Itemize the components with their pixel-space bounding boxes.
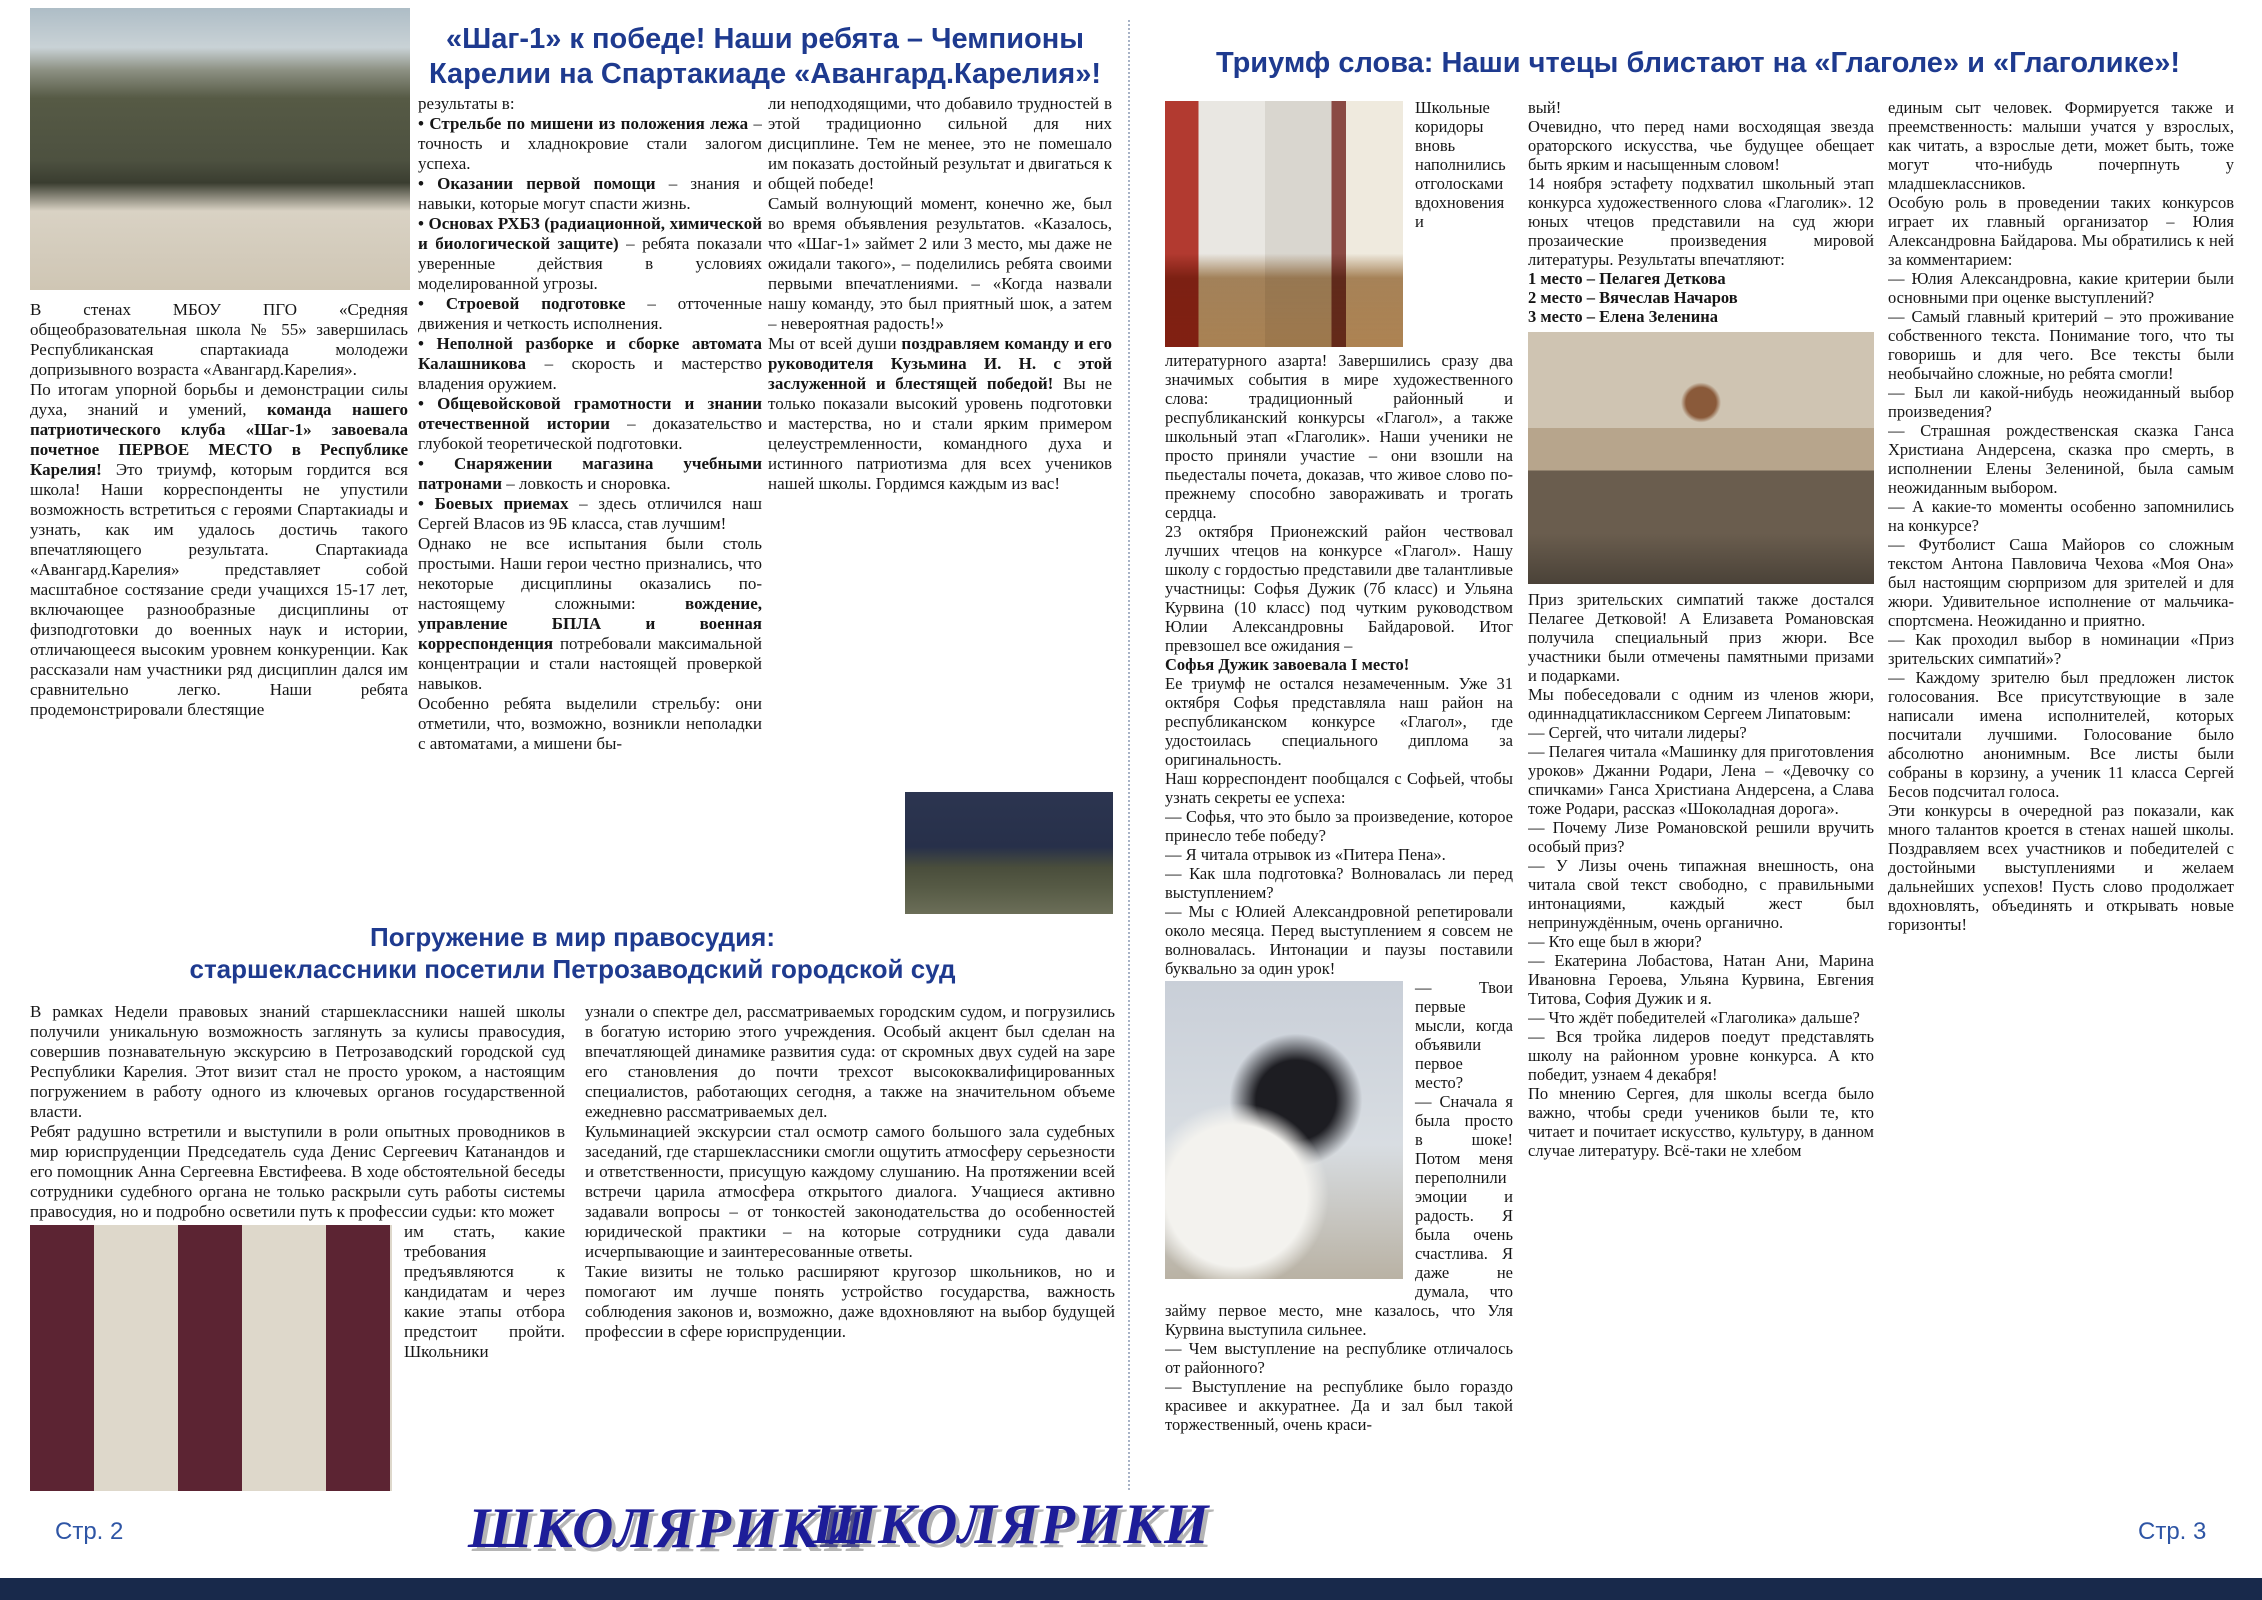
schoolyariki-logo-left: ШКОЛЯРИКИ <box>468 1497 867 1560</box>
paragraph: Наш корреспондент пообщался с Софьей, чтобы узнать секреты ее успеха: <box>1165 769 1513 807</box>
paragraph: — А какие-то моменты особенно запомнились на конкурсе? <box>1888 497 2234 535</box>
paragraph: • Неполной разборке и сборке автомата Калашникова – скорость и мастерство владения оружием. <box>418 334 762 393</box>
paragraph: — Страшная рождественская сказка Ганса Христиана Андерсена, сказка про смерть, в исполнении Елены Зелениной, была самым неожиданным выбором. <box>1888 421 2234 497</box>
paragraph: результаты в: <box>418 94 515 113</box>
article3-column-2 <box>1528 98 1874 1160</box>
paragraph: Самый волнующий момент, конечно же, был во время объявления результатов. «Казалось, что «Шаг-1» займет 2 или 3 место, мы даже не ожидали такого», – поделились ребята своими первыми впечатлениями. – «Когда назвали нашу команду, это был приятный шок, а затем – невероятная радость!» <box>768 194 1112 333</box>
article1-title: «Шаг-1» к победе! Наши ребята – Чемпионы Карелии на Спартакиаде «Авангард.Карелия»! <box>429 23 1101 91</box>
article1-column-3 <box>768 94 1112 494</box>
schoolyariki-logo-right: ШКОЛЯРИКИ <box>812 1493 1211 1556</box>
article2-title-line2: старшеклассники посетили Петрозаводский городской суд <box>189 953 956 984</box>
article1-column-1 <box>30 300 408 720</box>
paragraph: Особенно ребята выделили стрельбу: они отметили, что, возможно, возникли неполадки с автоматами, а мишени бы- <box>418 694 762 753</box>
paragraph: — Футболист Саша Майоров со сложным текстом Антона Павловича Чехова «Моя Она» был настоящим сюрпризом для зрителей и для жюри. Удивительное исполнение от мальчика-спортсмена. Неожиданно и приятно. <box>1888 535 2234 630</box>
article2-column-left-wrap <box>30 1222 565 1362</box>
paragraph: — Я читала отрывок из «Питера Пена». <box>1165 845 1446 864</box>
paragraph: Мы побеседовали с одним из членов жюри, одиннадцатиклассником Сергеем Липатовым: <box>1528 685 1874 723</box>
paragraph: — Как шла подготовка? Волновалась ли перед выступлением? <box>1165 864 1513 902</box>
paragraph: Мы от всей души поздравляем команду и его руководителя Кузьмина И. Н. с этой заслуженной и блестящей победой! Вы не только показали высокий уровень подготовки и мастерства, но и стали ярким примером целеустремленности, командного духа и истинного патриотизма для всех учеников нашей школы. Гордимся каждым из вас! <box>768 334 1112 493</box>
paragraph: — Екатерина Лобастова, Натан Ани, Марина Ивановна Героева, Ульяна Курвина, Евгения Титова, София Дужик и я. <box>1528 951 1874 1008</box>
paragraph: 2 место – Вячеслав Начаров <box>1528 288 1738 307</box>
paragraph: Такие визиты не только расширяют кругозор школьников, но и помогают им лучше понять устройство государства, важность соблюдения законов и, возможно, даже вдохновляют на выбор будущей профессии в сфере юриспруденции. <box>585 1262 1115 1341</box>
paragraph: • Общевойсковой грамотности и знании отечественной истории – доказательство глубокой теоретической подготовки. <box>418 394 762 453</box>
article2-column-left <box>30 1002 565 1495</box>
paragraph: — Кто еще был в жюри? <box>1528 932 1702 951</box>
paragraph: им стать, какие требования предъявляются к кандидатам и через какие этапы отбора предстоит пройти. Школьники <box>404 1222 565 1361</box>
paragraph: — Твои первые мысли, когда объявили первое место? <box>1415 978 1513 1092</box>
article1-column-2 <box>418 94 762 754</box>
paragraph: ли неподходящими, что добавило трудностей в этой традиционно сильной для них дисциплине. Тем не менее, это не помешало им показать достойный результат и двигаться к общей победе! <box>768 94 1112 193</box>
article3-column-2-top <box>1528 98 1874 326</box>
paragraph: — Был ли какой-нибудь неожиданный выбор произведения? <box>1888 383 2234 421</box>
paragraph: • Боевых приемах – здесь отличился наш Сергей Власов из 9Б класса, став лучшим! <box>418 494 762 533</box>
paragraph: • Снаряжении магазина учебными патронами – ловкость и сноровка. <box>418 454 762 493</box>
paragraph: 14 ноября эстафету подхватил школьный этап конкурса художественного слова «Глаголик». 12 юных чтецов представили на суд жюри прозаические произведения мировой литературы. Результаты впечатляют: <box>1528 174 1874 269</box>
paragraph: Ее триумф не остался незамеченным. Уже 31 октября Софья представляла наш район на республиканском конкурсе «Глагол», где удостоилась специального диплома за оригинальность. <box>1165 674 1513 769</box>
paragraph: Софья Дужик завоевала I место! <box>1165 655 1410 674</box>
paragraph: Ребят радушно встретили и выступили в роли опытных проводников в мир юриспруденции Председатель суда Денис Сергеевич Катанандов и его помощник Анна Сергеевна Евстифеева. В ходе обстоятельной беседы сотрудники судебного органа не только раскрыли суть работы системы правосудия, но и подробно осветили путь к профессии судьи: кто может <box>30 1122 565 1221</box>
paragraph: Особую роль в проведении таких конкурсов играет их главный организатор – Юлия Александровна Байдарова. Мы обратились к ней за комментарием: <box>1888 193 2234 269</box>
paragraph: — Выступление на республике было гораздо красивее и аккуратнее. Да и зал был такой торжественный, очень краси- <box>1165 1377 1513 1434</box>
paragraph: Очевидно, что перед нами восходящая звезда ораторского искусства, чье будущее обещает быть ярким и насыщенным словом! <box>1528 117 1874 174</box>
article3-column-2-bottom <box>1528 590 1874 1160</box>
paragraph: — Что ждёт победителей «Глаголика» дальше? <box>1528 1008 1860 1027</box>
paragraph: — Юлия Александровна, какие критерии были основными при оценке выступлений? <box>1888 269 2234 307</box>
court-hall-photo <box>30 1225 392 1491</box>
glagol-stage-photo <box>1165 101 1403 347</box>
paragraph: • Оказании первой помощи – знания и навыки, которые могут спасти жизнь. <box>418 174 762 213</box>
sofia-flowers-photo <box>1165 981 1403 1279</box>
glagolik-kids-photo <box>1528 332 1874 584</box>
paragraph: — Сергей, что читали лидеры? <box>1528 723 1747 742</box>
soldiers-stage-photo <box>905 792 1113 914</box>
paragraph: 3 место – Елена Зеленина <box>1528 307 1718 326</box>
article3-column-3 <box>1888 98 2234 934</box>
paragraph: единым сыт человек. Формируется также и преемственность: малыши учатся у взрослых, как читать, а взрослые дети, может быть, тоже могут что-нибудь почерпнуть у младшеклассников. <box>1888 98 2234 193</box>
article3-column-1-bottom <box>1165 978 1513 1434</box>
article2-column-right <box>585 1002 1115 1342</box>
article3-column-1-top <box>1165 98 1513 978</box>
paragraph: В рамках Недели правовых знаний старшеклассники нашей школы получили уникальную возможность заглянуть за кулисы правосудия, совершив познавательную экскурсию в Петрозаводский городской суд Республики Карелия. Этот визит стал не просто уроком, а настоящим погружением в работу одного из ключевых органов государственной власти. <box>30 1002 565 1121</box>
paragraph: — Сначала я была просто в шоке! Потом меня переполнили эмоции и радость. Я была очень счастлива. Я даже не думала, что займу первое место, мне казалось, что Уля Курвина выступила сильнее. <box>1165 1092 1513 1339</box>
paragraph: — Мы с Юлией Александровной репетировали около месяца. Перед выступлением я совсем не волновалась. Интонации и паузы поставили буквально за один урок! <box>1165 902 1513 978</box>
paragraph: — Вся тройка лидеров поедут представлять школу на районном уровне конкурса. А кто победит, узнаем 4 декабря! <box>1528 1027 1874 1084</box>
paragraph: Однако не все испытания были столь простыми. Наши герои честно признались, что некоторые дисциплины оказались по-настоящему сложными: вождение, управление БПЛА и военная корреспонденция потребовали максимальной концентрации и стали настоящей проверкой навыков. <box>418 534 762 693</box>
article3-column-1 <box>1165 98 1513 1434</box>
paragraph: 23 октября Прионежский район чествовал лучших чтецов на конкурсе «Глагол». Нашу школу с гордостью представили две талантливые участницы: Софья Дужик (7б класс) и Ульяна Курвина (10 класс) под чутким руководством Юлии Александровны Байдаровой. Итог превзошел все ожидания – <box>1165 522 1513 655</box>
paragraph: 1 место – Пелагея Деткова <box>1528 269 1726 288</box>
paragraph: Приз зрительских симпатий также достался Пелагее Детковой! А Елизавета Романовская получила специальный приз жюри. Все участники были отмечены памятными призами и подарками. <box>1528 590 1874 685</box>
paragraph: Кульминацией экскурсии стал осмотр самого большого зала судебных заседаний, где старшеклассники смогли ощутить атмосферу серьезности и ответственности, присущую каждому слушанию. На протяжении всей встречи царила атмосфера открытого диалога. Учащиеся активно задавали вопросы – от тонкостей законодательства до особенностей юридической практики – на которые сотрудники суда давали исчерпывающие и заинтересованные ответы. <box>585 1122 1115 1261</box>
page-fold-divider <box>1128 20 1130 1490</box>
paragraph: По итогам упорной борьбы и демонстрации силы духа, знаний и умений, команда нашего патриотического клуба «Шаг-1» завоевала почетное ПЕРВОЕ МЕСТО в Республике Карелия! Это триумф, которым гордится вся школа! Наши корреспонденты не упустили возможность встретиться с героями Спартакиады и узнать, как им удалось достичь такого впечатляющего результата. Спартакиада «Авангард.Карелия» представляет собой масштабное состязание среди учащихся 15-17 лет, включающее разнообразные дисциплины от физподготовки до военных наук и истории, отличающееся высоким уровнем конкуренции. Как рассказали нам участники ряд дисциплин дался им сравнительно легко. Наши ребята продемонстрировали блестящие <box>30 380 408 719</box>
footer-bar <box>0 1578 2262 1600</box>
article2-title <box>30 922 1115 985</box>
paragraph: — Каждому зрителю был предложен листок голосования. Все присутствующие в зале написали имена исполнителей, которых посчитали лучшими. Голосование было абсолютно анонимным. Все листы были собраны в корзину, а ученик 11 класса Сергей Бесов подсчитал голоса. <box>1888 668 2234 801</box>
page2-label: Стр. 2 <box>55 1518 124 1545</box>
article3-title: Триумф слова: Наши чтецы блистают на «Глаголе» и «Глаголике»! <box>1215 47 2181 79</box>
paragraph: — Как проходил выбор в номинации «Приз зрительских симпатий»? <box>1888 630 2234 668</box>
article2-column-left-start <box>30 1002 565 1222</box>
paragraph: узнали о спектре дел, рассматриваемых городским судом, и погрузились в богатую историю этого учреждения. Особый акцент был сделан на впечатляющей динамике развития суда: от скромных двух судей на заре его становления до почти трехсот высококвалифицированных специалистов, работающих сегодня, а также на значительном объеме ежедневно рассматриваемых дел. <box>585 1002 1115 1121</box>
paragraph: вый! <box>1528 98 1562 117</box>
paragraph: • Стрельбе по мишени из положения лежа – точность и хладнокровие стали залогом успеха. <box>418 114 762 173</box>
paragraph: • Строевой подготовке – отточенные движения и четкость исполнения. <box>418 294 762 333</box>
paragraph: — Софья, что это было за произведение, которое принесло тебе победу? <box>1165 807 1513 845</box>
paragraph: По мнению Сергея, для школы всегда было важно, чтобы среди учеников были те, кто читает и почитает искусство, культуру, в данном случае литературу. Всё-таки не хлебом <box>1528 1084 1874 1160</box>
article2-title-line1: Погружение в мир правосудия: <box>370 922 775 952</box>
paragraph: — Пелагея читала «Машинку для приготовления уроков» Джанни Родари, Лена – «Девочку со спичками» Ганса Христиана Андерсена, а Слава тоже Родари, рассказ «Шоколадная дорога». <box>1528 742 1874 818</box>
paragraph: — Чем выступление на республике отличалось от районного? <box>1165 1339 1513 1377</box>
paragraph: Эти конкурсы в очередной раз показали, как много талантов кроется в стенах нашей школы. Поздравляем всех участников и победителей с достойными выступлениями и желаем дальнейших успехов! Пусть слово продолжает вдохновлять, объединять и открывать новые горизонты! <box>1888 801 2234 934</box>
spartakiad-team-photo <box>30 8 410 290</box>
paragraph: • Основах РХБЗ (радиационной, химической и биологической защите) – ребята показали уверенные действия в условиях моделированной угрозы. <box>418 214 762 293</box>
paragraph: Школьные коридоры вновь наполнились отголосками вдохновения и литературного азарта! Завершились сразу два значимых события в мире художественного слова: традиционный районный и республиканский конкурсы «Глагол», а также школьный этап «Глаголик». Наши ученики не просто приняли участие – они взошли на пьедесталы почета, доказав, что живое слово по-прежнему способно завораживать и трогать сердца. <box>1165 98 1513 522</box>
paragraph: В стенах МБОУ ПГО «Средняя общеобразовательная школа № 55» завершилась Республиканская спартакиада молодежи допризывного возраста «Авангард.Карелия». <box>30 300 408 379</box>
paragraph: — Почему Лизе Романовской решили вручить особый приз? <box>1528 818 1874 856</box>
paragraph: — У Лизы очень типажная внешность, она читала свой текст свободно, с правильными интонациями, каждый жест был непринуждённым, очень органично. <box>1528 856 1874 932</box>
paragraph: — Самый главный критерий – это проживание собственного текста. Понимание того, что ты говоришь и для чего. Все тексты были необычайно сложные, но ребята смогли! <box>1888 307 2234 383</box>
page3-label: Стр. 3 <box>2138 1518 2207 1545</box>
